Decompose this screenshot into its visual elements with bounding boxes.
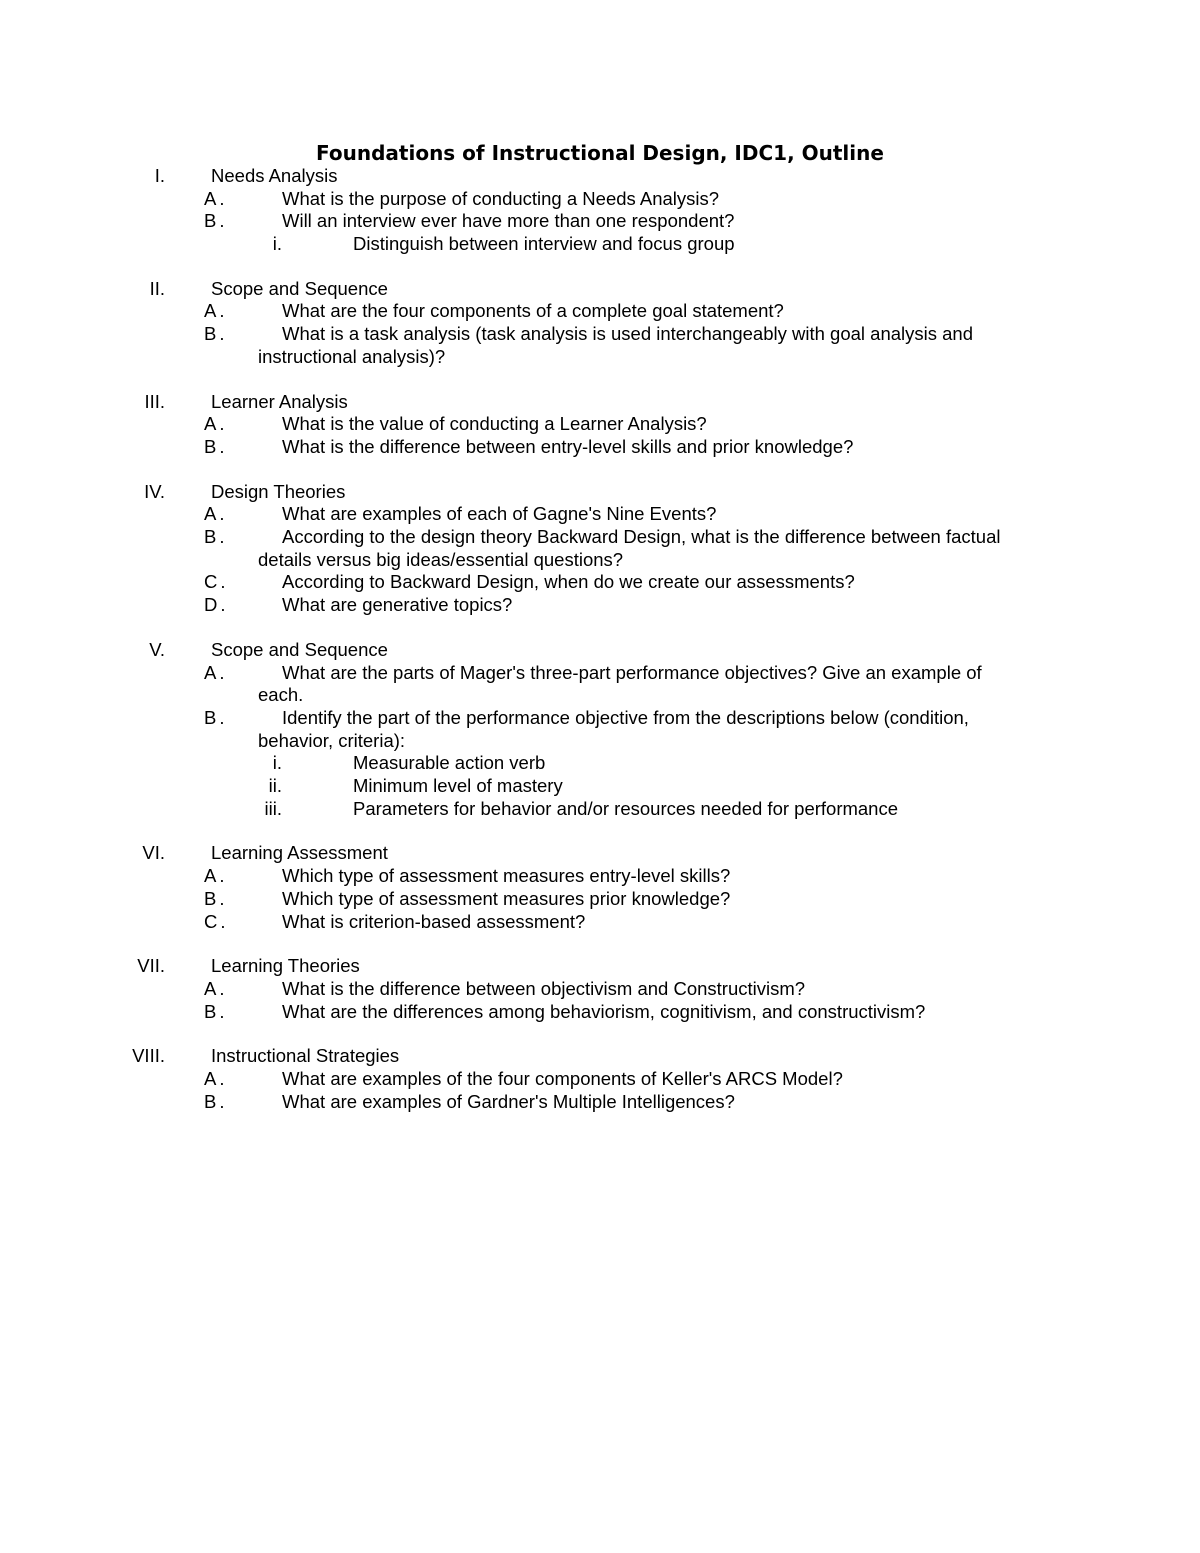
- outline-item: [0, 865, 1200, 888]
- section-heading-line: [0, 278, 1200, 301]
- document-title: Foundations of Instructional Design, IDC1, Outline: [316, 141, 884, 165]
- outline-subitem: [0, 775, 1200, 798]
- item-letter: A.: [204, 977, 228, 999]
- item-question: What are examples of the four components of Keller's ARCS Model?: [282, 1068, 843, 1090]
- outline-subitem: [0, 798, 1200, 821]
- item-question: What is the difference between objectivism and Constructivism?: [282, 977, 806, 999]
- outline-item: [0, 1068, 1200, 1091]
- section-heading: Learner Analysis: [211, 390, 348, 412]
- subitem-text: Parameters for behavior and/or resources needed for performance: [353, 797, 899, 819]
- subitem-marker: ii.: [268, 775, 282, 797]
- section-numeral: I.: [154, 165, 165, 186]
- outline-section: [0, 165, 1200, 256]
- outline-section: [0, 1045, 1200, 1113]
- section-numeral: V.: [149, 638, 165, 660]
- section-heading-line: [0, 955, 1200, 978]
- item-letter: B.: [204, 1000, 228, 1022]
- item-letter: A.: [204, 413, 228, 435]
- item-letter: A.: [204, 865, 228, 887]
- section-heading: Scope and Sequence: [211, 277, 388, 299]
- section-heading-line: [0, 391, 1200, 414]
- section-heading: Scope and Sequence: [211, 638, 388, 660]
- outline-item: [0, 978, 1200, 1001]
- outline-subitem: [0, 752, 1200, 775]
- section-numeral: III.: [144, 390, 165, 412]
- item-letter: B.: [204, 526, 228, 548]
- item-letter: D.: [204, 594, 229, 616]
- item-letter: A.: [204, 187, 228, 209]
- outline-item: [0, 526, 1200, 571]
- item-question: Which type of assessment measures prior knowledge?: [282, 887, 731, 909]
- subitem-marker: i.: [272, 752, 282, 774]
- outline-item: [0, 210, 1200, 233]
- subitem-text: Measurable action verb: [353, 752, 546, 774]
- outline-section: [0, 842, 1200, 933]
- item-question: What are generative topics?: [282, 594, 513, 616]
- item-letter: A.: [204, 300, 228, 322]
- item-letter: A.: [204, 503, 228, 525]
- section-heading: Instructional Strategies: [211, 1045, 400, 1067]
- item-question: What is a task analysis (task analysis is used interchangeably with goal analysis and instructional analysis)?: [258, 323, 974, 367]
- item-question: What are the four components of a complete goal statement?: [282, 300, 784, 322]
- section-heading: Design Theories: [211, 480, 346, 502]
- item-question: What is the purpose of conducting a Needs Analysis?: [282, 187, 720, 209]
- item-letter: B.: [204, 435, 228, 457]
- outline-item: [0, 503, 1200, 526]
- section-heading-line: [0, 165, 1200, 188]
- section-numeral: II.: [149, 277, 165, 299]
- item-letter: B.: [204, 887, 228, 909]
- outline-item: [0, 888, 1200, 911]
- section-numeral: VIII.: [132, 1045, 165, 1067]
- section-heading: Needs Analysis: [211, 165, 338, 186]
- outline-section: [0, 391, 1200, 459]
- outline-item: [0, 300, 1200, 323]
- section-numeral: VI.: [142, 842, 165, 864]
- item-question: According to the design theory Backward Design, what is the difference between factual details versus big ideas/essential questions?: [258, 526, 1001, 570]
- outline-item: [0, 323, 1200, 368]
- section-numeral: IV.: [144, 480, 165, 502]
- subitem-marker: i.: [272, 233, 282, 255]
- outline-item: [0, 662, 1200, 707]
- item-question: Will an interview ever have more than one respondent?: [282, 210, 735, 232]
- item-question: Which type of assessment measures entry-level skills?: [282, 865, 731, 887]
- outline-item: [0, 1091, 1200, 1114]
- section-numeral: VII.: [137, 955, 165, 977]
- outline-item: [0, 594, 1200, 617]
- item-question: Identify the part of the performance objective from the descriptions below (condition, behavior, criteria):: [258, 706, 969, 751]
- outline-item: [0, 436, 1200, 459]
- item-letter: B.: [204, 1090, 228, 1112]
- item-question: What is the value of conducting a Learner Analysis?: [282, 413, 707, 435]
- outline-section: [0, 955, 1200, 1023]
- outline-item: [0, 571, 1200, 594]
- section-heading-line: [0, 1045, 1200, 1068]
- outline-section: [0, 639, 1200, 821]
- item-letter: B.: [204, 323, 228, 345]
- section-heading-line: [0, 639, 1200, 662]
- outline-item: [0, 1001, 1200, 1024]
- subitem-text: Minimum level of mastery: [353, 775, 563, 797]
- outline-section: [0, 278, 1200, 369]
- outline: [0, 165, 1200, 1135]
- outline-item: [0, 413, 1200, 436]
- item-question: What are examples of Gardner's Multiple Intelligences?: [282, 1090, 735, 1112]
- outline-item: [0, 188, 1200, 211]
- item-question: What are the parts of Mager's three-part performance objectives? Give an example of each.: [258, 661, 982, 706]
- subitem-marker: iii.: [264, 797, 282, 819]
- item-question: According to Backward Design, when do we create our assessments?: [282, 571, 855, 593]
- item-question: What are the differences among behaviorism, cognitivism, and constructivism?: [282, 1000, 926, 1022]
- outline-section: [0, 481, 1200, 617]
- item-letter: A.: [204, 661, 228, 683]
- item-question: What are examples of each of Gagne's Nine Events?: [282, 503, 717, 525]
- outline-item: [0, 707, 1200, 752]
- item-letter: A.: [204, 1068, 228, 1090]
- section-heading: Learning Theories: [211, 955, 360, 977]
- outline-subitem: [0, 233, 1200, 256]
- section-heading-line: [0, 481, 1200, 504]
- item-question: What is criterion-based assessment?: [282, 910, 586, 932]
- item-letter: C.: [204, 571, 229, 593]
- section-heading-line: [0, 842, 1200, 865]
- item-letter: B.: [204, 210, 228, 232]
- section-heading: Learning Assessment: [211, 842, 388, 864]
- item-question: What is the difference between entry-level skills and prior knowledge?: [282, 435, 854, 457]
- item-letter: B.: [204, 706, 228, 728]
- subitem-text: Distinguish between interview and focus group: [353, 233, 735, 255]
- item-letter: C.: [204, 910, 229, 932]
- outline-item: [0, 911, 1200, 934]
